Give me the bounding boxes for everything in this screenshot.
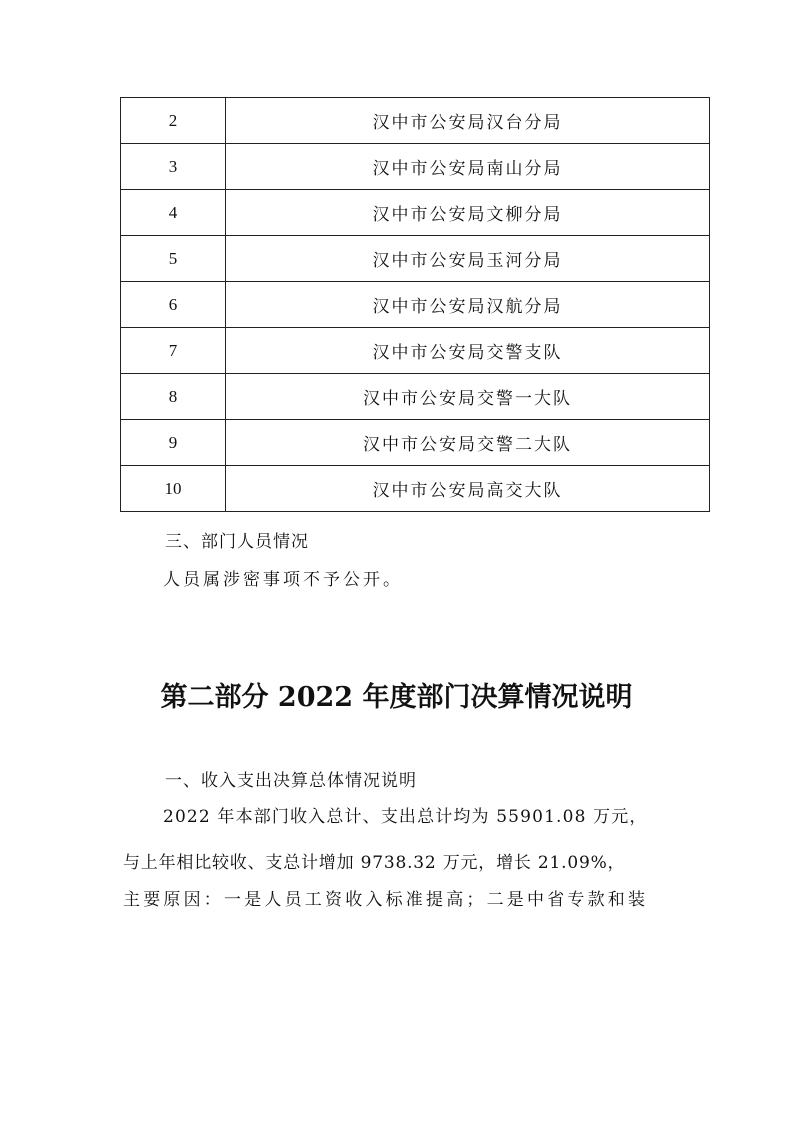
unit-name: 汉中市公安局汉台分局	[226, 98, 710, 144]
section-heading-personnel: 三、部门人员情况	[165, 532, 309, 552]
table-row	[121, 98, 710, 144]
paragraph-line: 与上年相比较收、支总计增加 9738.32 万元，增长 21.09%，	[123, 853, 626, 873]
unit-name: 汉中市公安局玉河分局	[226, 236, 710, 282]
unit-name: 汉中市公安局高交大队	[226, 466, 710, 512]
paragraph-line: 2022 年本部门收入总计、支出总计均为 55901.08 万元，	[163, 807, 648, 827]
unit-name: 汉中市公安局文柳分局	[226, 190, 710, 236]
unit-name: 汉中市公安局汉航分局	[226, 282, 710, 328]
row-number: 3	[121, 144, 226, 190]
part-two-title: 第二部分 2022 年度部门决算情况说明	[160, 682, 633, 713]
row-number: 6	[121, 282, 226, 328]
table-row	[121, 282, 710, 328]
row-number: 7	[121, 328, 226, 374]
row-number: 5	[121, 236, 226, 282]
personnel-text: 人员属涉密事项不予公开。	[163, 570, 403, 590]
unit-name: 汉中市公安局南山分局	[226, 144, 710, 190]
row-number: 10	[121, 466, 226, 512]
unit-list-table	[120, 97, 710, 512]
row-number: 2	[121, 98, 226, 144]
section-heading-income-expense: 一、收入支出决算总体情况说明	[165, 771, 417, 791]
table-row	[121, 420, 710, 466]
unit-name: 汉中市公安局交警二大队	[226, 420, 710, 466]
table-row	[121, 328, 710, 374]
row-number: 9	[121, 420, 226, 466]
row-number: 8	[121, 374, 226, 420]
table-row	[121, 466, 710, 512]
table-row	[121, 374, 710, 420]
paragraph-line: 主要原因：一是人员工资收入标准提高；二是中省专款和装	[123, 890, 649, 910]
unit-name: 汉中市公安局交警支队	[226, 328, 710, 374]
unit-name: 汉中市公安局交警一大队	[226, 374, 710, 420]
table-row	[121, 144, 710, 190]
table-row	[121, 190, 710, 236]
row-number: 4	[121, 190, 226, 236]
table-row	[121, 236, 710, 282]
